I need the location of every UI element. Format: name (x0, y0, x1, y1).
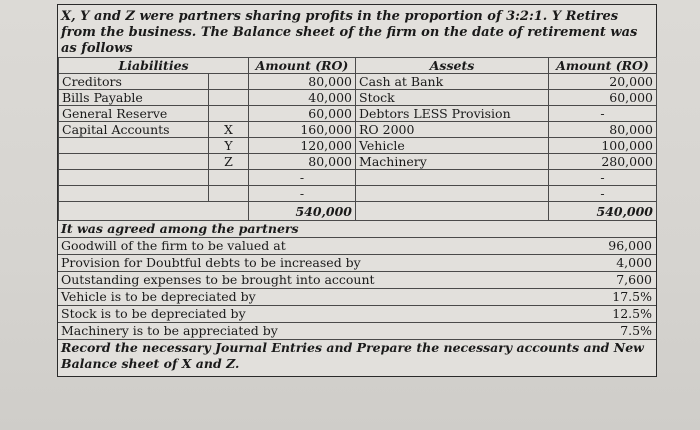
total-liabilities: 540,000 (249, 202, 356, 221)
partner-letter: Z (209, 154, 249, 170)
adjustment-value: 17.5% (612, 289, 652, 304)
liability-amount: 120,000 (249, 138, 356, 154)
instruction-text: Record the necessary Journal Entries and Prepare the necessary accounts and New Balance sheet of X and Z. (61, 340, 644, 371)
agreed-heading (58, 221, 656, 238)
adjustment-row (58, 255, 656, 272)
liability-name: Bills Payable (59, 90, 209, 106)
table-row (59, 106, 657, 122)
partner-letter (209, 90, 249, 106)
table-header-row (59, 58, 657, 74)
asset-amount: 100,000 (549, 138, 657, 154)
asset-name: Stock (356, 90, 549, 106)
table-row (59, 186, 657, 202)
balance-sheet-table (58, 57, 657, 221)
totals-blank (59, 202, 249, 221)
asset-name: Debtors LESS Provision (356, 106, 549, 122)
liability-amount: - (249, 170, 356, 186)
asset-amount: 20,000 (549, 74, 657, 90)
asset-name: Machinery (356, 154, 549, 170)
table-row (59, 154, 657, 170)
liability-name (59, 170, 209, 186)
partner-letter (209, 74, 249, 90)
asset-amount: - (549, 186, 657, 202)
table-row (59, 90, 657, 106)
liability-name (59, 186, 209, 202)
asset-name (356, 186, 549, 202)
adjustment-text: Provision for Doubtful debts to be increased by (61, 255, 361, 270)
adjustment-value: 7.5% (620, 323, 652, 338)
assets-header: Assets (356, 58, 549, 74)
partner-letter (209, 170, 249, 186)
liability-amount: - (249, 186, 356, 202)
liability-amount: 60,000 (249, 106, 356, 122)
liability-amount: 160,000 (249, 122, 356, 138)
adjustment-value: 96,000 (608, 238, 652, 253)
adjustment-value: 7,600 (616, 272, 652, 287)
adjustment-text: Machinery is to be appreciated by (61, 323, 278, 338)
table-row (59, 170, 657, 186)
partner-letter (209, 186, 249, 202)
liability-amount: 40,000 (249, 90, 356, 106)
adjustment-text: Vehicle is to be depreciated by (61, 289, 256, 304)
total-assets: 540,000 (549, 202, 657, 221)
table-row (59, 74, 657, 90)
adjustment-row (58, 306, 656, 323)
partner-letter: X (209, 122, 249, 138)
liability-name: Creditors (59, 74, 209, 90)
liability-name (59, 154, 209, 170)
asset-amount: 60,000 (549, 90, 657, 106)
table-row (59, 138, 657, 154)
question-title: X, Y and Z were partners sharing profits in the proportion of 3:2:1. Y Retires from the business. The Balance sheet of the firm on the date of retirement was as follows (61, 9, 638, 56)
adjustment-row (58, 289, 656, 306)
adjustment-row (58, 238, 656, 255)
asset-amount: - (549, 106, 657, 122)
asset-name: Cash at Bank (356, 74, 549, 90)
adjustment-text: Stock is to be depreciated by (61, 306, 246, 321)
adjustment-value: 4,000 (616, 255, 652, 270)
adjustment-text: Outstanding expenses to be brought into account (61, 272, 375, 287)
partner-letter (209, 106, 249, 122)
partner-letter: Y (209, 138, 249, 154)
asset-amount: - (549, 170, 657, 186)
asset-name (356, 170, 549, 186)
asset-amount: 80,000 (549, 122, 657, 138)
liability-amount: 80,000 (249, 154, 356, 170)
asset-name: RO 2000 (356, 122, 549, 138)
question-document (57, 4, 657, 377)
liabilities-header: Liabilities (59, 58, 249, 74)
agreed-heading-text: It was agreed among the partners (61, 221, 299, 236)
asset-name: Vehicle (356, 138, 549, 154)
adjustment-row (58, 272, 656, 289)
liability-amount: 80,000 (249, 74, 356, 90)
table-row (59, 122, 657, 138)
adjustment-text: Goodwill of the firm to be valued at (61, 238, 286, 253)
asset-amount: 280,000 (549, 154, 657, 170)
adjustment-value: 12.5% (612, 306, 652, 321)
liability-name: General Reserve (59, 106, 209, 122)
adjustment-row (58, 323, 656, 340)
totals-blank (356, 202, 549, 221)
totals-row (59, 202, 657, 221)
amount-left-header: Amount (RO) (249, 58, 356, 74)
amount-right-header: Amount (RO) (549, 58, 657, 74)
liability-name: Capital Accounts (59, 122, 209, 138)
liability-name (59, 138, 209, 154)
